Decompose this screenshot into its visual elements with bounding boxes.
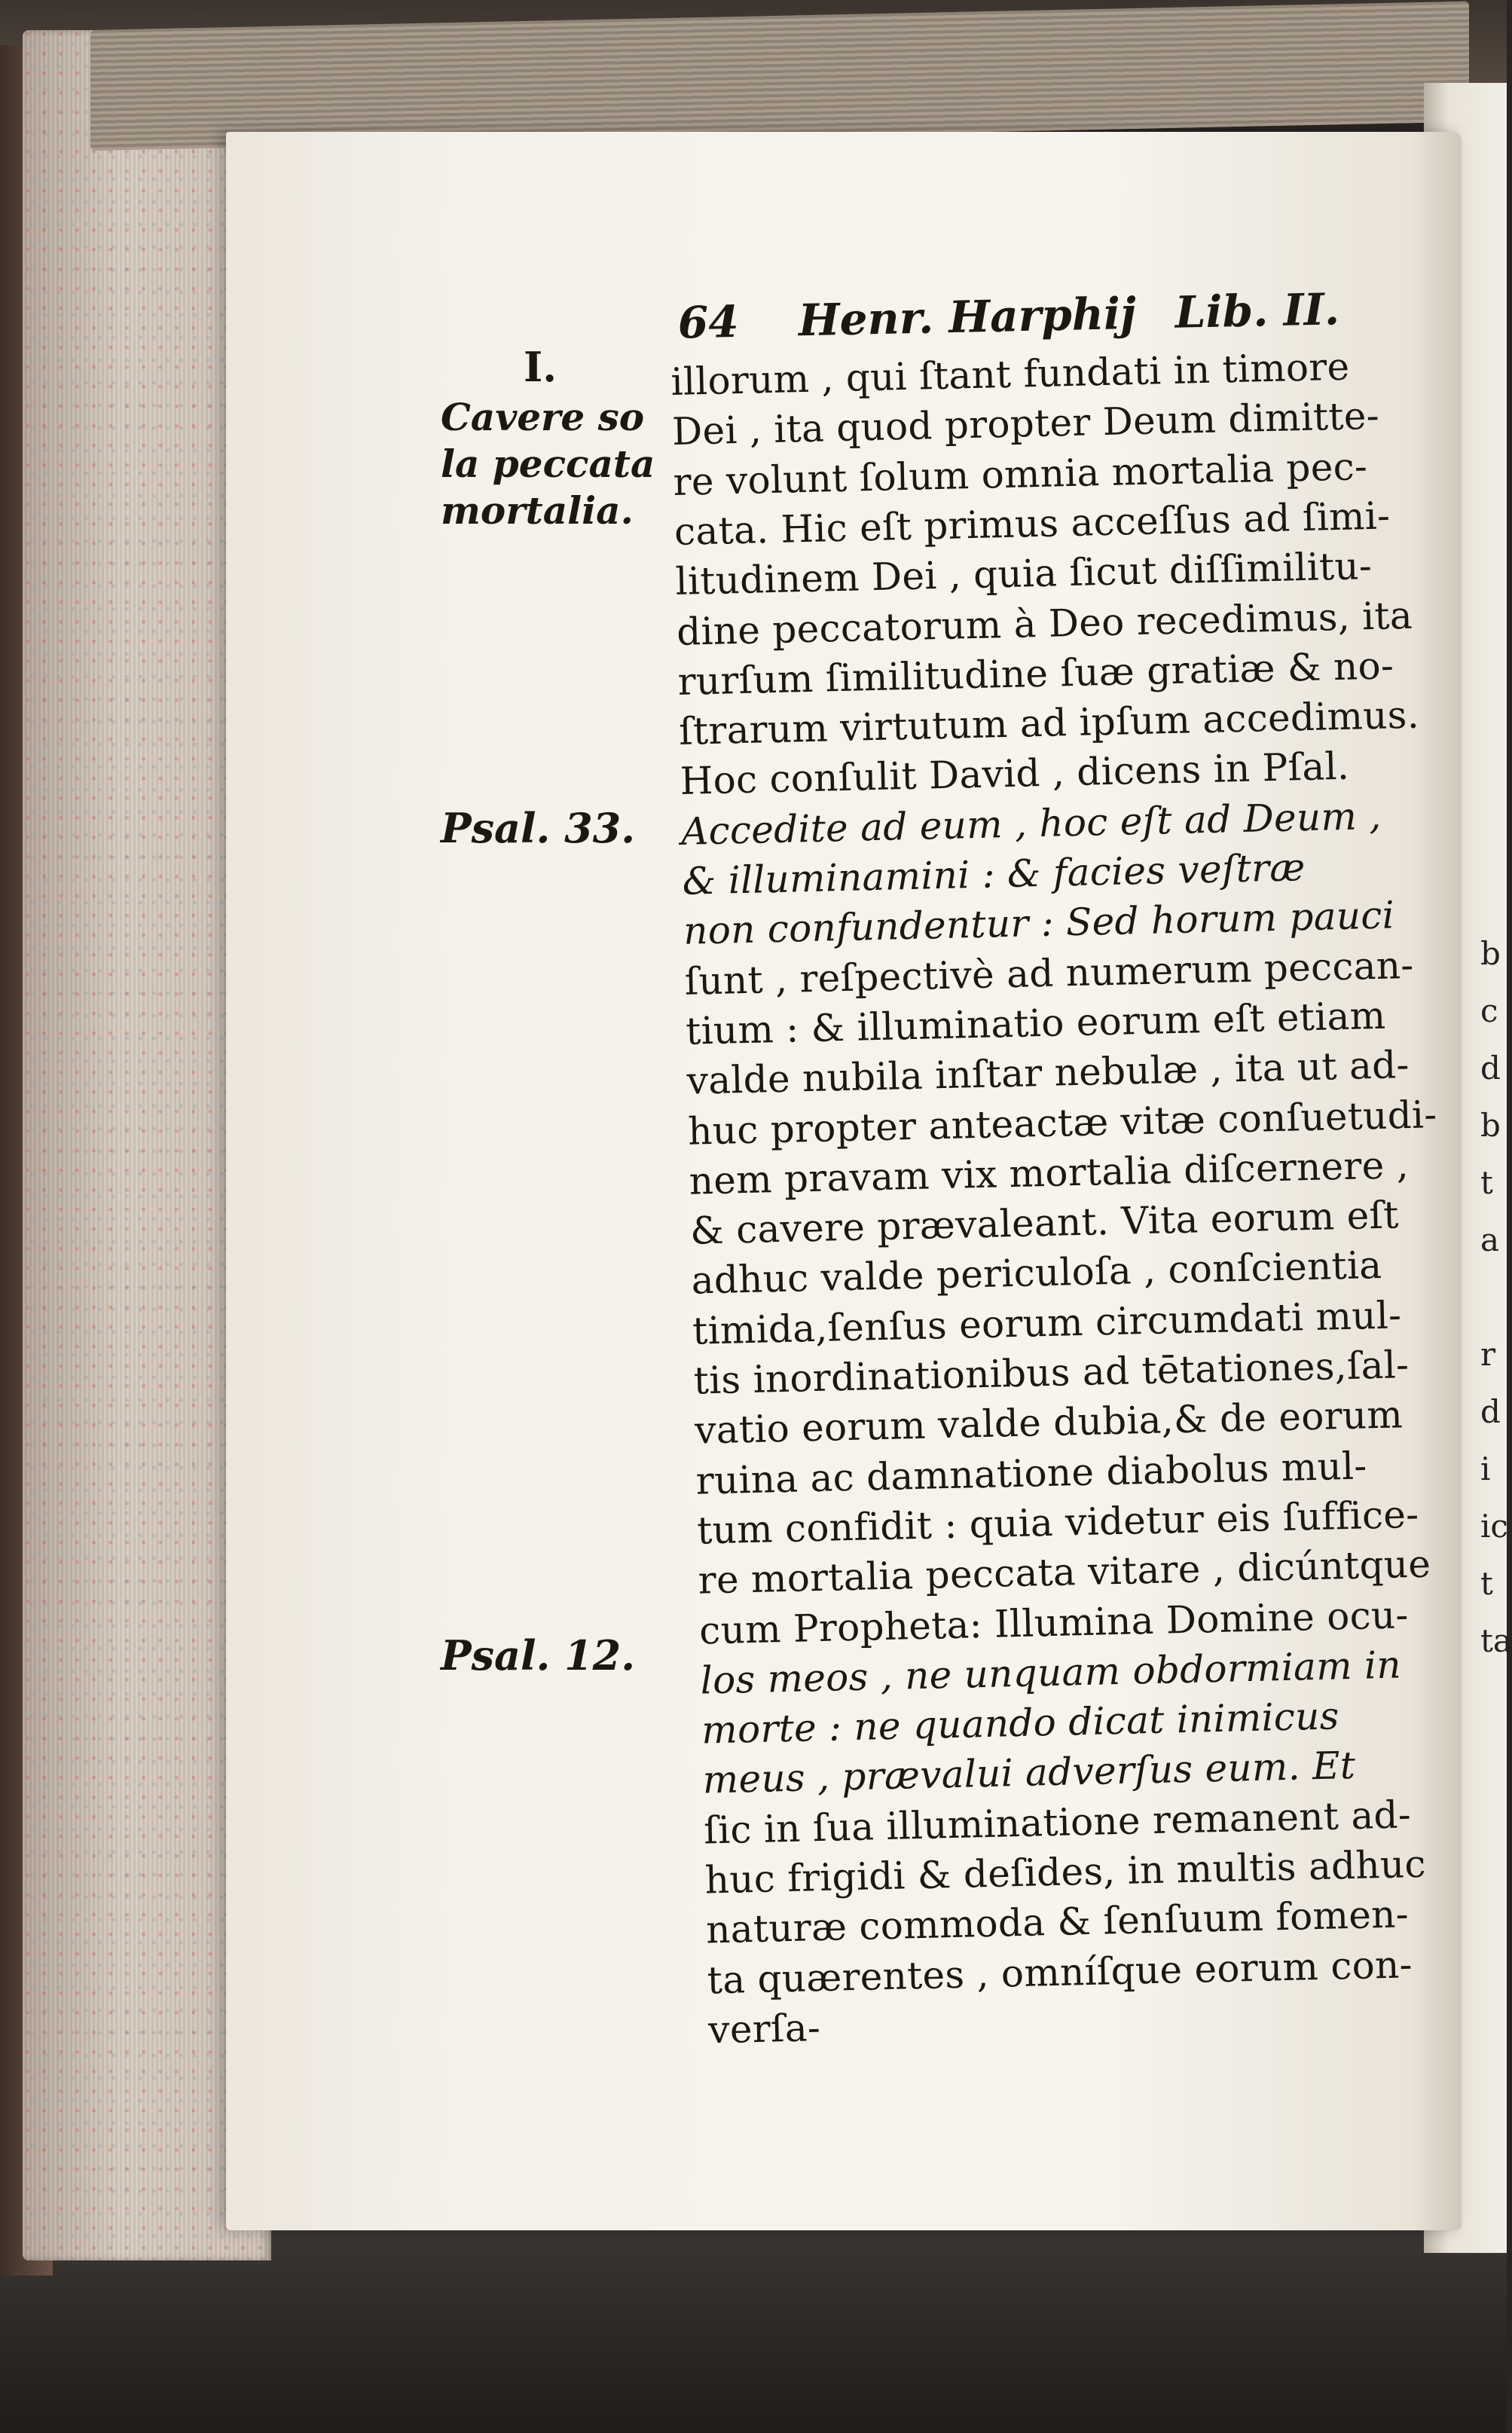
text-line: timida,ſenſus eorum circumdati mul- [692,1293,1402,1353]
text-line: Dei , ita quod propter Deum dimitte- [671,393,1380,454]
facing-page-letter: b [1480,935,1501,972]
facing-page-letter: ic [1480,1508,1508,1545]
text-line: Accedite ad eum , hoc eſt ad Deum , [680,793,1382,854]
text-line: morte : ne quando dicat inimicus [701,1694,1340,1753]
facing-page-letter: c [1480,992,1498,1029]
text-line: vatio eorum valde dubia,& de eorum [694,1392,1404,1453]
text-line: ſic in ſua illuminatione remanent ad- [703,1792,1412,1853]
text-line: dine peccatorum à Deo recedimus, ita [676,593,1413,654]
text-line: tis inordinationibus ad tētationes,ſal- [693,1343,1410,1403]
facing-page-letter: d [1480,1050,1501,1087]
text-line: non confundentur : Sed horum pauci [683,893,1395,954]
text-line: & cavere prævaleant. Vita eorum eſt [689,1193,1400,1253]
text-line: litudinem Dei , quia ſicut diſſimilitu- [675,544,1373,604]
text-line: cata. Hic eſt primus acceſſus ad ſimi- [674,494,1391,554]
text-line: valde nubila inſtar nebulæ , ita ut ad- [686,1043,1410,1103]
text-line: re mortalia peccata vitare , dicúntque [698,1542,1431,1603]
facing-page-text [1480,753,1512,1670]
text-line: nem pravam vix mortalia diſcernere , [689,1142,1410,1203]
text-line: adhuc valde periculoſa , conſcientia [691,1243,1382,1304]
facing-page-letter [1480,753,1507,811]
text-line: verſa- [707,2005,821,2052]
text-line: ta quærentes , omníſque eorum con- [707,1942,1413,2003]
facing-page-letter: d [1480,1393,1501,1430]
facing-page-letter [1480,1269,1507,1326]
header-book: Lib. II. [1174,283,1340,338]
text-line: naturæ commoda & ſenſuum fomen- [705,1892,1410,1952]
margin-note-line: mortalia. [441,488,634,533]
facing-page-letter: i [1480,1450,1491,1487]
facing-page-letter [1480,811,1507,868]
facing-page-letter: t [1480,1164,1493,1201]
facing-page-letter: ta [1480,1622,1512,1659]
text-line: & illuminamini : & facies veſtræ [682,845,1306,903]
margin-note-line: Cavere so [441,395,645,439]
text-line: ſunt , reſpectivè ad numerum peccan- [684,943,1415,1004]
text-line: rurſum ſimilitudine ſuæ gratiæ & no- [677,643,1394,704]
text-line: huc frigidi & deſides, in multis adhuc [704,1842,1427,1903]
facing-page-letter: t [1480,1565,1493,1602]
text-line: re volunt ſolum omnia mortalia pec- [673,444,1368,504]
text-line: cum Propheta: Illumina Domine ocu- [698,1592,1410,1653]
margin-note-line: la peccata [441,442,655,486]
text-line: ſtrarum virtutum ad ipſum accedimus. [678,692,1420,753]
page-number: 64 [677,295,740,349]
text-line: los meos , ne unquam obdormiam in [700,1643,1402,1703]
text-line: huc propter anteactæ vitæ conſuetudi- [687,1092,1438,1154]
facing-page-letter: a [1480,1221,1500,1258]
facing-page-letter [1480,868,1507,925]
text-line: Hoc conſulit David , dicens in Pſal. [680,744,1350,804]
margin-note-number: I. [524,343,557,391]
facing-page-letter: r [1480,1336,1496,1373]
text-line: ruina ac damnatione diabolus mul- [695,1444,1368,1503]
header-author: Henr. Harphij [798,287,1137,347]
text-line: tum confidit : quia videtur eis ſuffice- [696,1492,1419,1553]
margin-ref-psalm-12: Psal. 12. [441,1631,636,1680]
text-line: illorum , qui ſtant fundati in timore [670,344,1351,404]
margin-ref-psalm-33: Psal. 33. [441,804,636,852]
facing-page-letter: b [1480,1107,1501,1144]
text-line: tium : & illuminatio eorum eſt etiam [685,993,1386,1053]
text-line: meus , prævalui adverſus eum. Et [702,1744,1356,1802]
